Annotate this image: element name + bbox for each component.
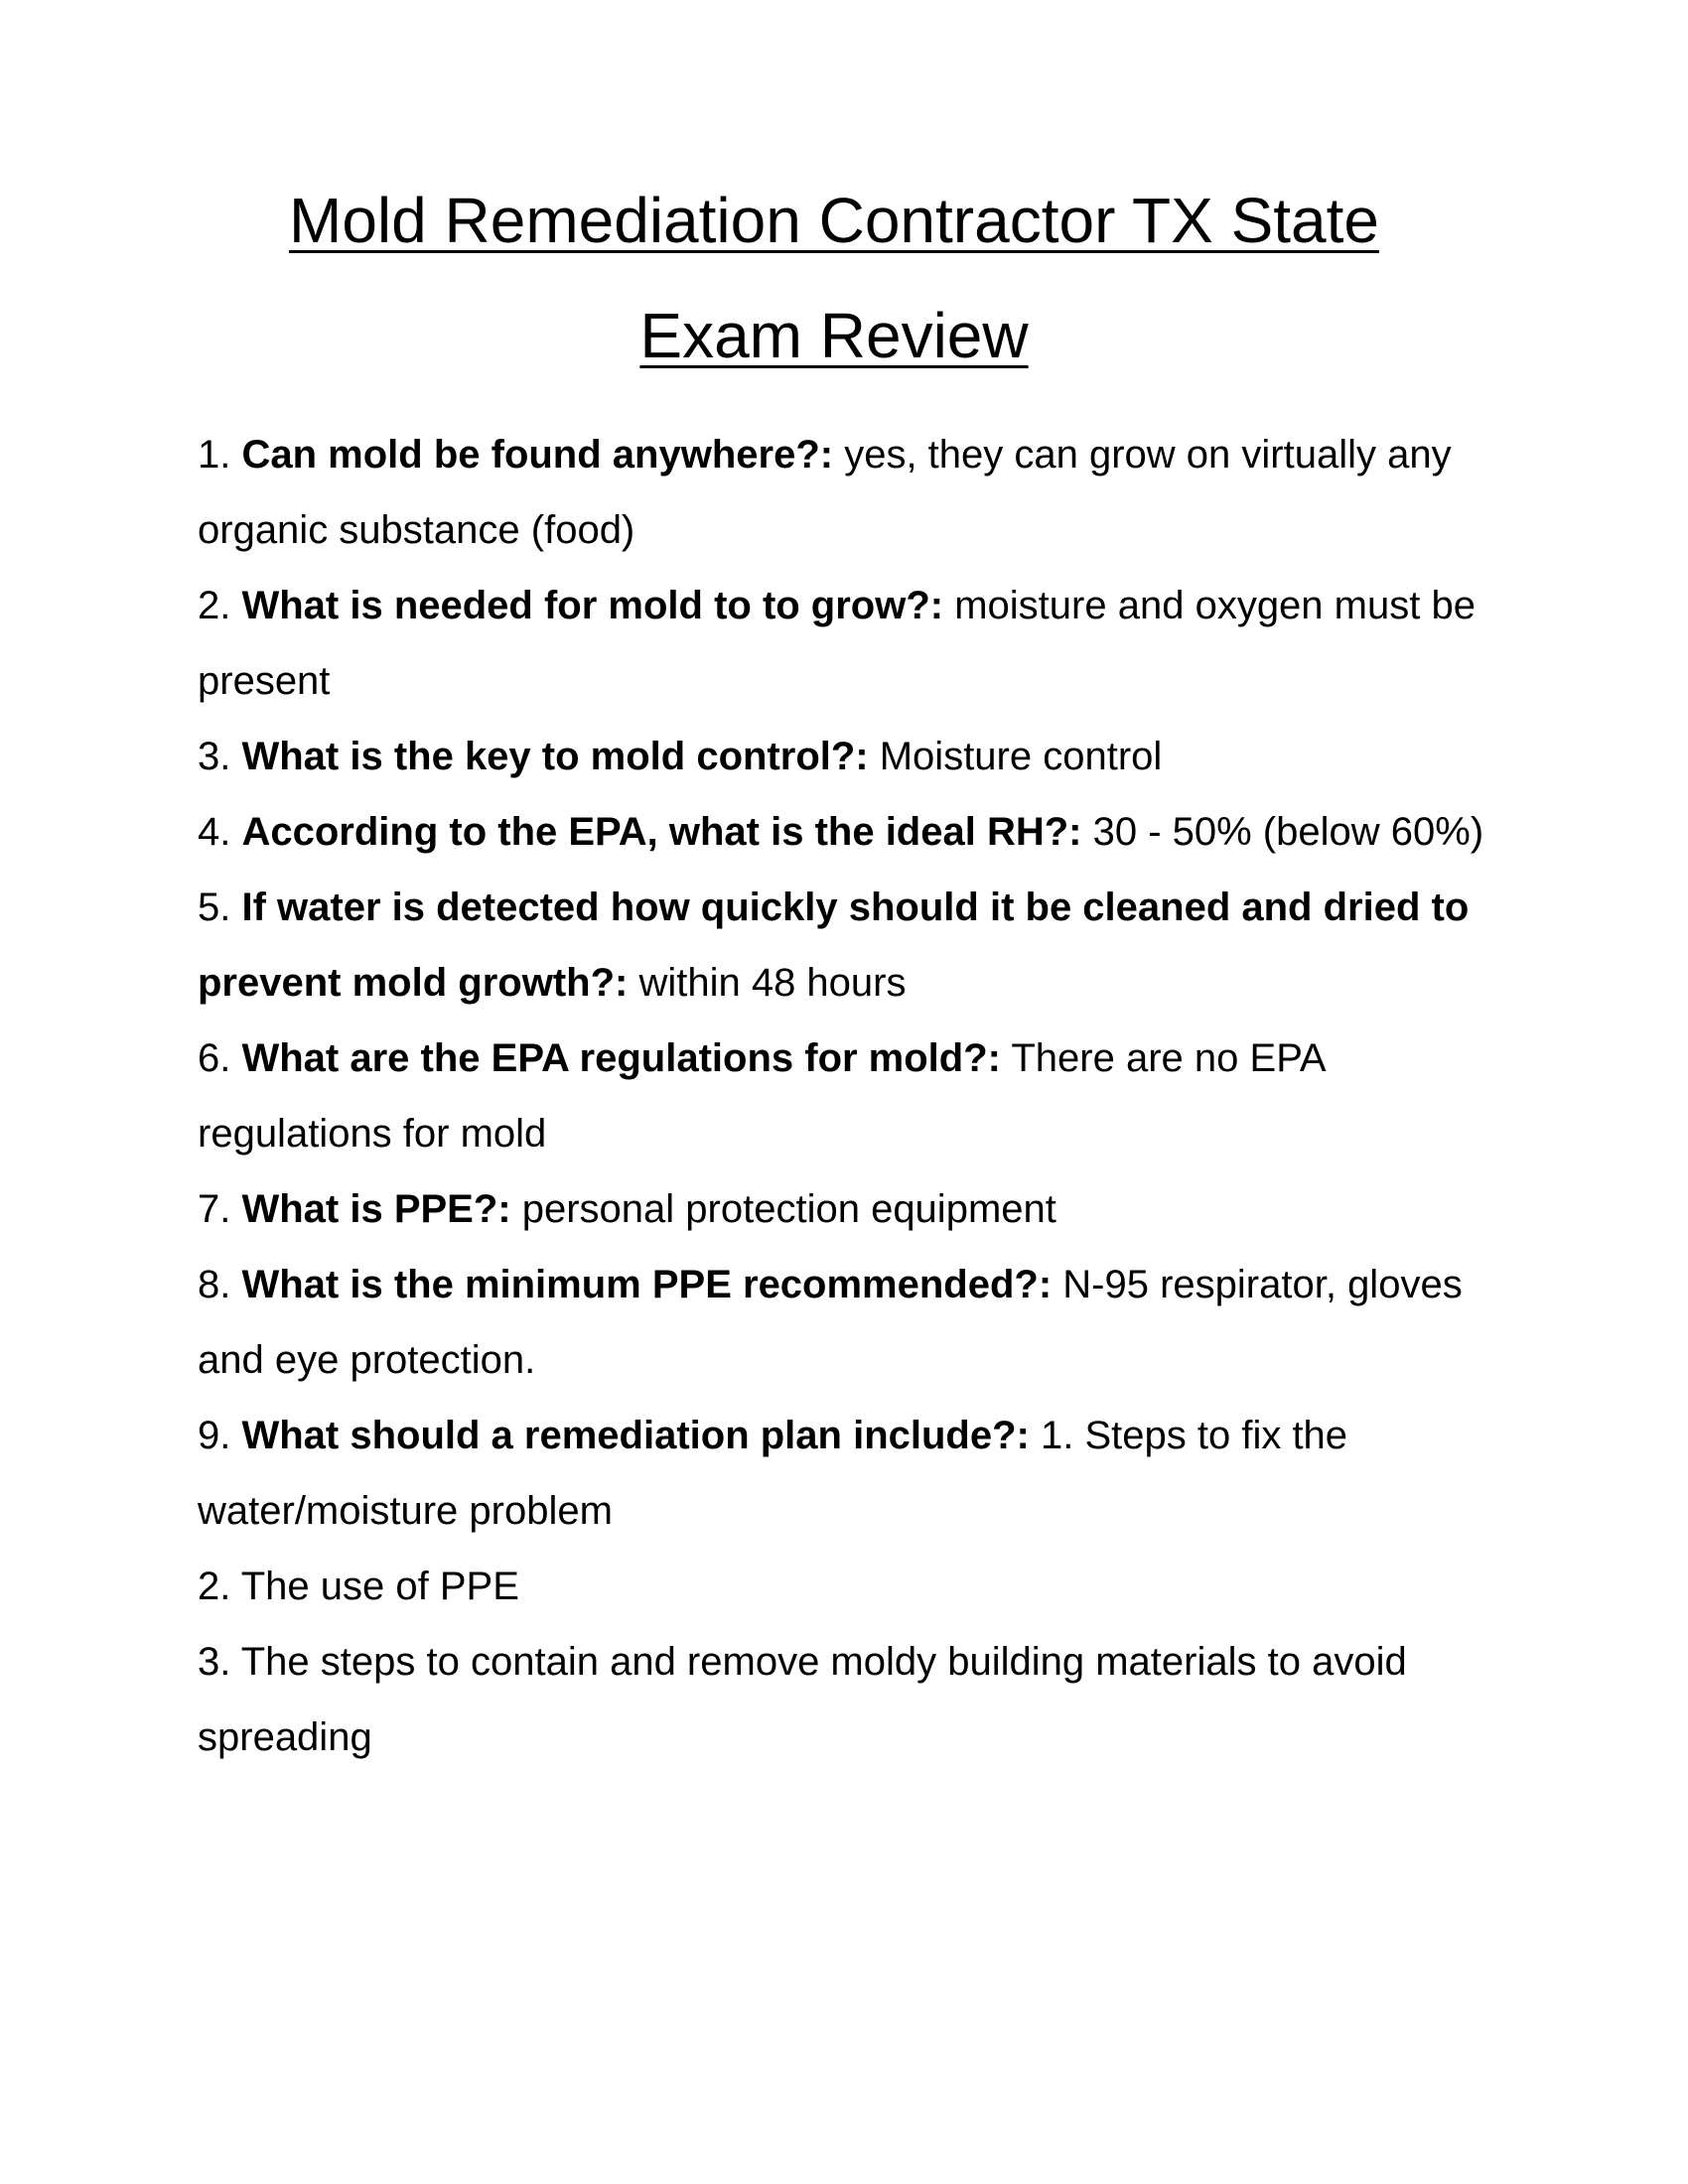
question-text: What is PPE?:: [241, 1187, 511, 1231]
question-text: If water is detected how quickly should it be cleaned and dried to prevent mold growth?:: [198, 886, 1470, 1005]
qa-item-9: [198, 1398, 1488, 1549]
answer-text: yes, they can grow on virtually any organic substance (food): [198, 433, 1452, 552]
title-line-1: Mold Remediation Contractor TX State: [289, 185, 1379, 256]
title-line-2: Exam Review: [639, 300, 1029, 371]
answer-text: 1. Steps to fix the water/moisture problem: [198, 1414, 1348, 1533]
qa-list: [198, 417, 1488, 1775]
answer-text: There are no EPA regulations for mold: [198, 1036, 1325, 1156]
question-text: Can mold be found anywhere?:: [241, 433, 834, 477]
question-text: What is needed for mold to to grow?:: [241, 584, 944, 627]
plan-sub-item-2: 2. The use of PPE: [198, 1565, 519, 1608]
document-title: [0, 185, 1668, 371]
qa-item-2: [198, 568, 1488, 719]
item-number: 7.: [198, 1187, 242, 1231]
item-number: 6.: [198, 1036, 242, 1080]
item-number: 4.: [198, 810, 242, 854]
item-number: 1.: [198, 433, 242, 477]
item-number: 2.: [198, 584, 242, 627]
qa-item-7: [198, 1171, 1488, 1247]
qa-item-5: [198, 870, 1488, 1021]
item-number: 5.: [198, 886, 242, 929]
answer-text: Moisture control: [868, 735, 1163, 778]
answer-text: within 48 hours: [628, 961, 907, 1005]
item-number: 3.: [198, 735, 242, 778]
question-text: What should a remediation plan include?:: [241, 1414, 1030, 1457]
qa-item-4: [198, 794, 1488, 870]
item-number: 8.: [198, 1263, 242, 1306]
question-text: According to the EPA, what is the ideal RH?:: [241, 810, 1082, 854]
answer-text: personal protection equipment: [510, 1187, 1056, 1231]
qa-item-3: [198, 719, 1488, 794]
qa-item-8: [198, 1247, 1488, 1398]
qa-item-1: [198, 417, 1488, 568]
answer-text: moisture and oxygen must be present: [198, 584, 1476, 703]
answer-text: 30 - 50% (below 60%): [1081, 810, 1484, 854]
qa-item-6: [198, 1021, 1488, 1171]
question-text: What is the key to mold control?:: [241, 735, 869, 778]
question-text: What are the EPA regulations for mold?:: [241, 1036, 1001, 1080]
item-number: 9.: [198, 1414, 242, 1457]
question-text: What is the minimum PPE recommended?:: [241, 1263, 1053, 1306]
answer-text: N-95 respirator, gloves and eye protection.: [198, 1263, 1463, 1382]
plan-sub-item-3: 3. The steps to contain and remove moldy building materials to avoid spreading: [198, 1640, 1407, 1759]
